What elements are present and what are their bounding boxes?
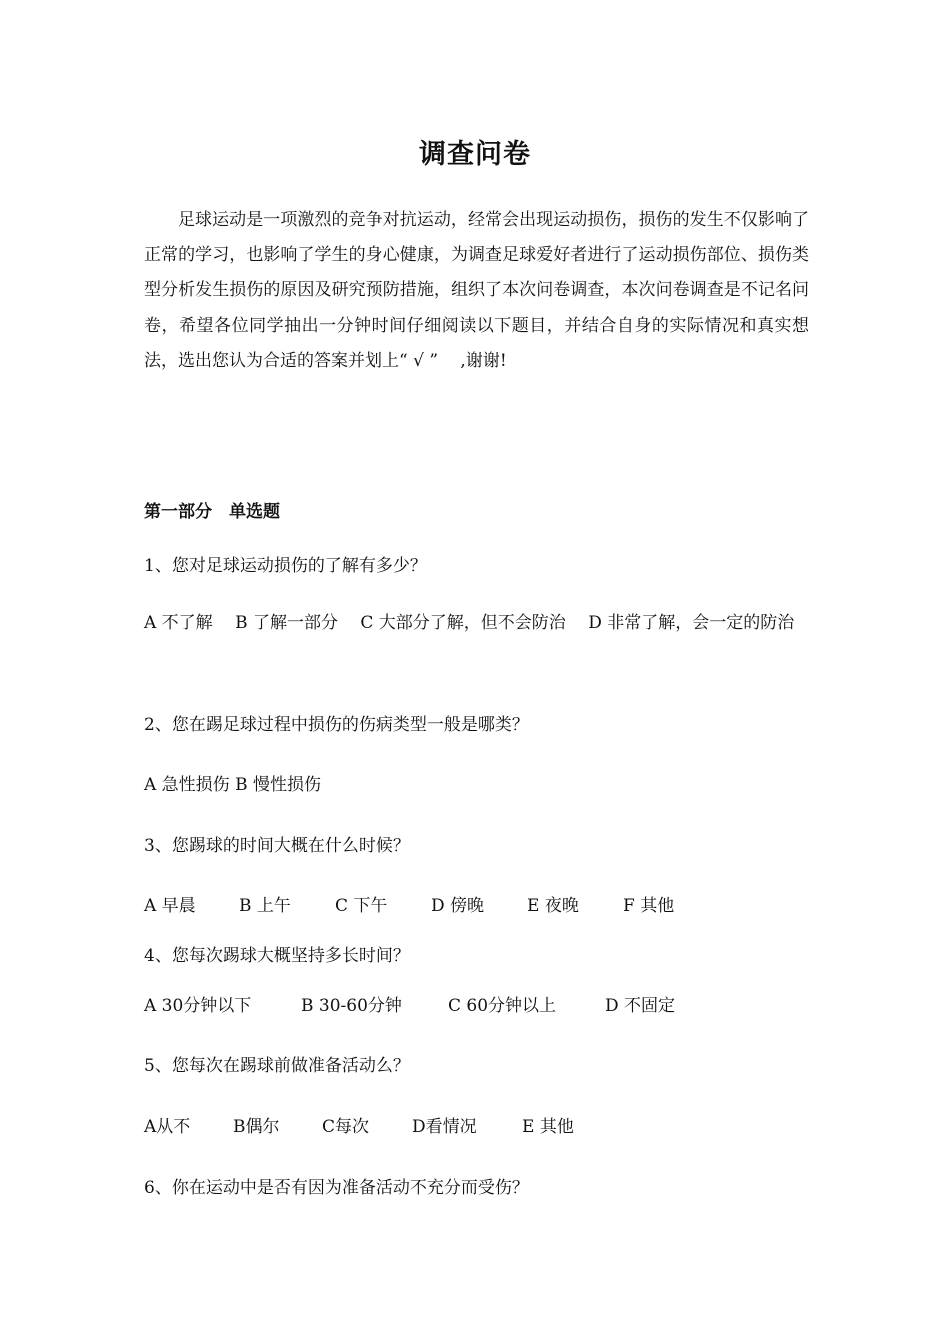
question-3: 3、您踢球的时间大概在什么时候？ [144, 836, 410, 856]
intro-paragraph: 足球运动是一项激烈的竞争对抗运动，经常会出现运动损伤，损伤的发生不仅影响了正常的学习，也影响了学生的身心健康，为调查足球爱好者进行了运动损伤部位、损伤类型分析发生损伤的原因及研究预防措施，组织了本次问卷调查，本次问卷调查是不记名问卷，希望各位同学抽出一分钟时间仔细阅读以下题目，并结合自身的实际情况和真实想法，选出您认为合适的答案并划上“ √ ” ,谢谢! [144, 210, 809, 371]
option: B 上午 [239, 896, 291, 916]
option: C每次 [322, 1117, 370, 1137]
option: D看情况 [412, 1117, 477, 1137]
option: C 下午 [335, 896, 388, 916]
question-5-options [144, 1112, 574, 1137]
option: E 夜晚 [527, 896, 579, 916]
question-2: 2、您在踢足球过程中损伤的伤病类型一般是哪类？ [144, 715, 529, 735]
question-6: 6、你在运动中是否有因为准备活动不充分而受伤？ [144, 1178, 529, 1198]
section-title: 第一部分 单选题 [144, 502, 280, 522]
question-1: 1、您对足球运动损伤的了解有多少？ [144, 556, 427, 576]
option: B 30-60分钟 [301, 996, 402, 1016]
question-5: 5、您每次在踢球前做准备活动么？ [144, 1056, 410, 1076]
option: B偶尔 [233, 1117, 280, 1137]
question-4: 4、您每次踢球大概坚持多长时间？ [144, 946, 410, 966]
question-3-options [144, 891, 674, 916]
option: A 早晨 [144, 896, 196, 916]
option: D 傍晚 [431, 896, 485, 916]
option: D 不固定 [605, 996, 676, 1016]
option: E 其他 [522, 1117, 574, 1137]
question-4-options [144, 991, 675, 1016]
option: C 60分钟以上 [448, 996, 557, 1016]
question-2-options [144, 770, 321, 795]
option: A 急性损伤 B 慢性损伤 [144, 775, 321, 795]
option: F 其他 [623, 896, 675, 916]
option: A 30分钟以下 [144, 996, 252, 1016]
question-1-options: A 不了解 B 了解一部分 C 大部分了解，但不会防治 D 非常了解，会一定的防治 [144, 613, 795, 633]
option: A从不 [144, 1117, 191, 1137]
page-title: 调查问卷 [419, 139, 531, 170]
